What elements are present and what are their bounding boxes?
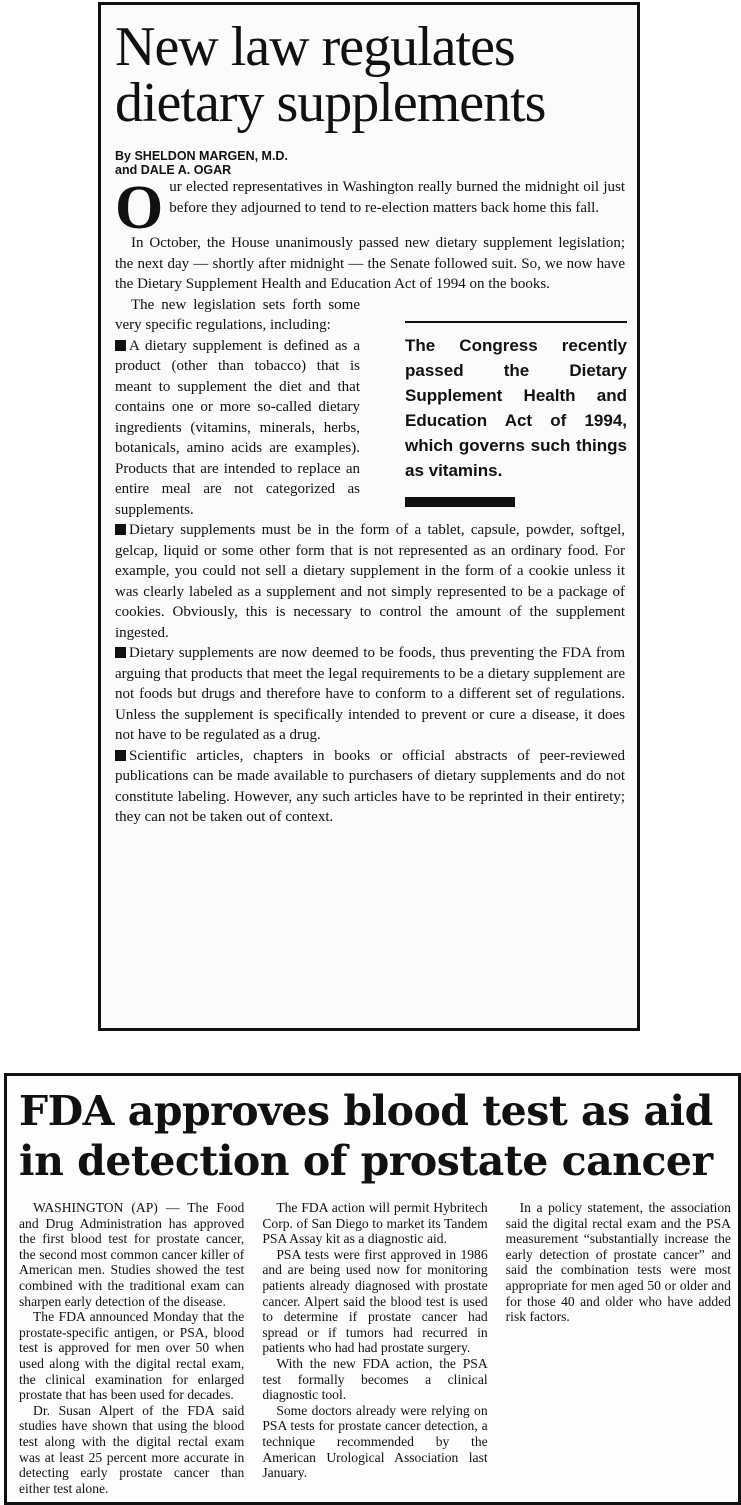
two-column-section	[115, 295, 625, 521]
paragraph-2: In October, the House unanimously passed new dietary supplement legislation; the next day — shortly after midnight — the Senate followed suit. So, we now have the Dietary Supplement Health and Education Act of 1994 on the books.	[115, 235, 625, 292]
bullet-square-icon	[115, 750, 126, 761]
byline-author-1: By SHELDON MARGEN, M.D.	[115, 149, 288, 163]
paragraph: The FDA announced Monday that the prostate-specific antigen, or PSA, blood test is approved for men over 50 when used along with the digital rectal exam, the clinical examination for enlarged prostate that has been used for decades.	[19, 1309, 245, 1403]
byline	[115, 149, 625, 177]
headline-line-1: New law regulates	[115, 16, 515, 78]
bullet-1: A dietary supplement is defined as a product (other than tobacco) that is meant to supplement the diet and that contains one or more so-called dietary ingredients (vitamins, minerals, herbs, botanicals, amino acids are examples). Products that are intended to replace an entire meal are not categorized as supplements.	[115, 337, 360, 518]
lead-paragraph: Our elected representatives in Washington really burned the midnight oil just before they adjourned to tend to re-election matters back home this fall.	[115, 174, 625, 242]
bullet-square-icon	[115, 340, 126, 351]
fda-blood-test-article	[4, 1073, 741, 1505]
paragraph: The FDA action will permit Hybritech Corp. of San Diego to market its Tandem PSA Assay kit as a diagnostic aid.	[262, 1200, 488, 1247]
paragraph: PSA tests were first approved in 1986 and are being used now for monitoring patients already diagnosed with prostate cancer. Alpert said the blood test is used to determine if prostate cancer had spread or if tumors had recurred in patients who had had prostate surgery.	[262, 1246, 488, 1356]
article2-headline	[19, 1086, 713, 1186]
headline-line-1: FDA approves blood test as aid	[19, 1087, 713, 1135]
bullet-3: Dietary supplements are now deemed to be foods, thus preventing the FDA from arguing that products that meet the legal requirements to be a dietary supplement are not foods but drugs and therefore have to conform to a different set of regulations. Unless the supplement is specifically intended to prevent or cure a disease, it does not have to be regulated as a drug.	[115, 645, 625, 743]
drop-cap: O	[115, 174, 164, 242]
bullet-square-icon	[115, 647, 126, 658]
article1-headline	[115, 16, 625, 134]
pull-quote: The Congress recently passed the Dietary Supplement Health and Education Act of 1994, which governs such things as vitamins.	[405, 321, 627, 507]
headline-line-2: in detection of prostate cancer	[19, 1137, 713, 1185]
bullet-2: Dietary supplements must be in the form of a tablet, capsule, powder, softgel, gelcap, liquid or some other form that is not represented as an ordinary food. For example, you could not sell a dietary supplement in the form of a cookie unless it was clearly labeled as a supplement and not simply represented to be a package of cookies. Obviously, this is necessary to control the amount of the supplement ingested.	[115, 522, 625, 641]
headline-line-2: dietary supplements	[115, 72, 546, 134]
dietary-supplements-article	[98, 2, 640, 1031]
left-column	[115, 295, 360, 521]
bullet-square-icon	[115, 524, 126, 535]
article2-body	[19, 1200, 731, 1500]
paragraph: WASHINGTON (AP) — The Food and Drug Administration has approved the first blood test for prostate cancer, the second most common cancer killer of American men. Studies showed the test combined with the traditional exam can sharpen early detection of the disease.	[19, 1200, 245, 1309]
paragraph: Dr. Susan Alpert of the FDA said studies have shown that using the blood test along with the digital rectal exam was at least 25 percent more accurate in detecting early prostate cancer than either test alone.	[19, 1402, 245, 1496]
paragraph: Some doctors already were relying on PSA tests for prostate cancer detection, a technique recommended by the American Urological Association last January.	[262, 1402, 488, 1481]
paragraph-3: The new legislation sets forth some very specific regulations, including:	[115, 296, 360, 333]
bullet-4: Scientific articles, chapters in books or official abstracts of peer-reviewed publications can be made available to purchasers of dietary supplements and do not constitute labeling. However, any such articles have to be reprinted in their entirety; they can not be taken out of context.	[115, 747, 625, 825]
byline-author-2: and DALE A. OGAR	[115, 163, 232, 177]
pull-quote-bar	[405, 497, 515, 507]
paragraph: In a policy statement, the association said the digital rectal exam and the PSA measurement “substantially increase the early detection of prostate cancer” and said the combination tests were most appropriate for men aged 50 or older and for those 40 and older who have added risk factors.	[505, 1200, 731, 1325]
article1-body	[115, 174, 627, 828]
paragraph: With the new FDA action, the PSA test formally becomes a clinical diagnostic tool.	[262, 1355, 488, 1403]
